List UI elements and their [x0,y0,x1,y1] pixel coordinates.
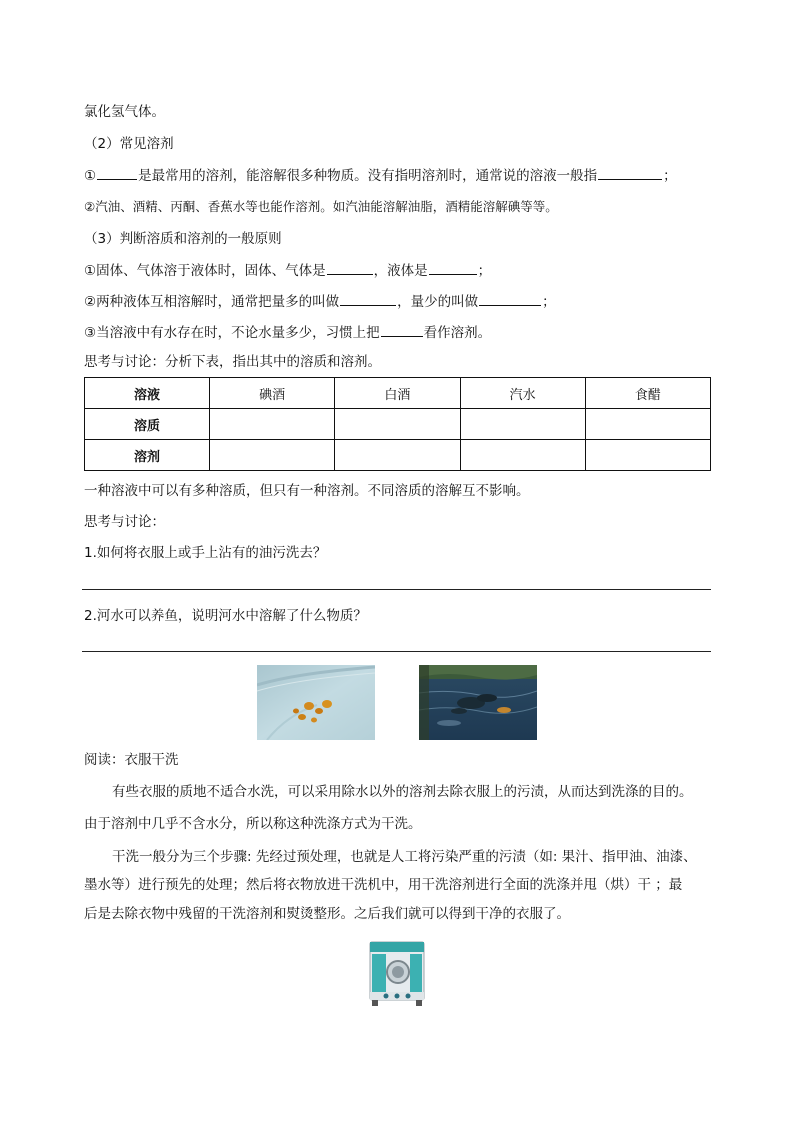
answer-cell[interactable] [210,409,335,440]
text: ③当溶液中有水存在时，不论水量多少，习惯上把 [84,325,380,341]
row-label: 溶质 [85,409,210,440]
answer-blank[interactable] [381,323,423,337]
row-label: 溶剂 [85,440,210,471]
text: ②两种液体互相溶解时，通常把量多的叫做 [84,294,340,310]
answer-cell[interactable] [585,440,710,471]
answer-cell[interactable] [335,440,460,471]
text: ①固体、气体溶于液体时，固体、气体是 [84,263,326,279]
answer-cell[interactable] [585,409,710,440]
answer-blank[interactable] [479,292,541,306]
table-header-row [85,378,711,409]
question-1: 1.如何将衣服上或手上沾有的油污洗去？ [84,545,327,561]
text-line: 氯化氢气体。 [84,104,165,120]
dry-cleaning-machine-image [366,936,428,1008]
answer-blank[interactable] [429,261,477,275]
table-header-cell: 碘酒 [210,378,335,409]
discussion-heading: 思考与讨论： [84,514,165,530]
river-fish-image [419,665,537,740]
table-header-cell: 溶液 [85,378,210,409]
text: ； [542,294,556,310]
fill-in-line-2 [84,261,491,280]
table-row [85,409,711,440]
answer-cell[interactable] [210,440,335,471]
text: ，量少的叫做 [397,294,479,310]
discussion-prompt: 思考与讨论：分析下表，指出其中的溶质和溶剂。 [84,354,381,370]
fill-in-line-1 [84,166,677,185]
fill-in-line-4 [84,323,491,342]
answer-cell[interactable] [460,440,585,471]
fill-in-line-3 [84,292,556,311]
text: ； [663,168,677,184]
text: 是最常用的溶剂，能溶解很多种物质。没有指明溶剂时，通常说的溶液一般指 [138,168,598,184]
solute-solvent-table [84,377,711,471]
text: 看作溶剂。 [423,325,492,341]
table-header-cell: 食醋 [585,378,710,409]
reading-title: 阅读：衣服干洗 [84,752,179,768]
answer-blank[interactable] [340,292,396,306]
paragraph-line: 由于溶剂中几乎不含水分，所以称这种洗涤方式为干洗。 [84,816,422,832]
stained-shirt-image [257,665,375,740]
text: ，液体是 [373,263,428,279]
answer-blank[interactable] [97,166,137,180]
paragraph-line: 墨水等）进行预先的处理；然后将衣物放进干洗机中，用干洗溶剂进行全面的洗涤并甩（烘）干 ；最 [84,877,683,893]
section-heading-principles: （3）判断溶质和溶剂的一般原则 [84,231,282,247]
answer-line[interactable] [82,651,711,652]
section-heading-common-solvents: （2）常见溶剂 [84,136,174,152]
answer-cell[interactable] [460,409,585,440]
answer-line[interactable] [82,589,711,590]
text: ① [84,168,97,184]
text-line: 一种溶液中可以有多种溶质，但只有一种溶剂。不同溶质的溶解互不影响。 [84,483,530,499]
table-row [85,440,711,471]
text: ； [477,263,492,279]
paragraph-line: 后是去除衣物中残留的干洗溶剂和熨烫整形。之后我们就可以得到干净的衣服了。 [84,906,570,922]
answer-blank[interactable] [598,166,662,180]
table-header-cell: 汽水 [460,378,585,409]
paragraph-line: 有些衣服的质地不适合水洗，可以采用除水以外的溶剂去除衣服上的污渍，从而达到洗涤的目的。 [112,784,693,800]
paragraph-line: 干洗一般分为三个步骤: 先经过预处理，也就是人工将污染严重的污渍（如: 果汁、指甲油、油漆、 [112,849,697,865]
answer-blank[interactable] [327,261,373,275]
answer-cell[interactable] [335,409,460,440]
question-2: 2.河水可以养鱼，说明河水中溶解了什么物质？ [84,608,367,624]
table-header-cell: 白酒 [335,378,460,409]
text-line: ②汽油、酒精、丙酮、香蕉水等也能作溶剂。如汽油能溶解油脂，酒精能溶解碘等等。 [84,199,558,214]
